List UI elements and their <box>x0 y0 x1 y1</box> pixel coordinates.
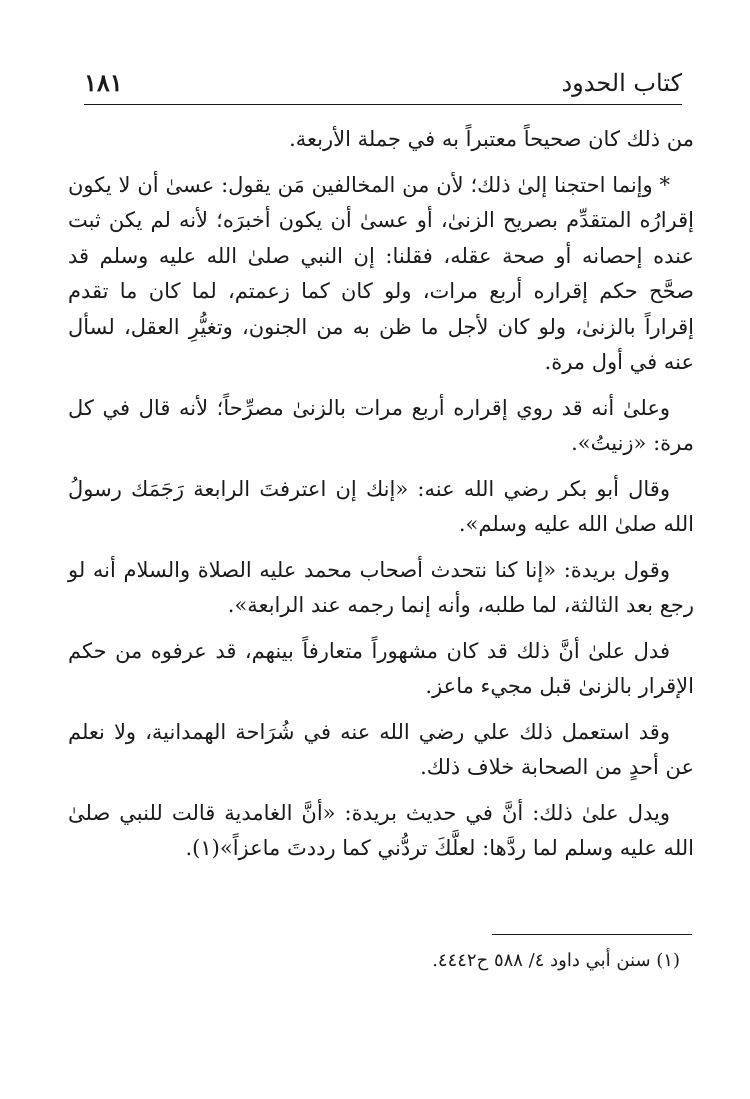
paragraph-3: وعلىٰ أنه قد روي إقراره أربع مرات بالزنىٰ مصرِّحاً؛ لأنه قال في كل مرة: «زنيتُ». <box>68 395 694 455</box>
footnote-rule <box>492 934 692 935</box>
paragraph-4: وقال أبو بكر رضي الله عنه: «إنك إن اعترفتَ الرابعة رَجَمَك رسولُ الله صلىٰ الله عليه وسلم». <box>68 476 694 536</box>
paragraph-2: * وإنما احتجنا إلىٰ ذلك؛ لأن من المخالفين مَن يقول: عسىٰ أن لا يكون إقرارُه المتقدِّم بصريح الزنىٰ، أو عسىٰ أن يكون أخبرَه؛ لأنه لم يكن ثبت عنده إحصانه أو صحة عقله، فقلنا: إن النبي صلىٰ الله عليه وسلم قد صحَّح حكم إقراره أربع مرات، ولو كان كما زعمتم، لما كان ما تقدم إقراراً بالزنىٰ، ولو كان لأجل ما ظن به من الجنون، وتغيُّرِ العقل، لسأل عنه في أول مرة. <box>68 172 694 374</box>
body-text <box>68 122 694 877</box>
running-title: كتاب الحدود <box>561 69 682 97</box>
paragraph-8: ويدل علىٰ ذلك: أنَّ في حديث بريدة: «أنَّ الغامدية قالت للنبي صلىٰ الله عليه وسلم لما ردَّها: لعلَّكَ تردُّني كما رددتَ ماعزاً»(١). <box>68 800 694 860</box>
paragraph-1: من ذلك كان صحيحاً معتبراً به في جملة الأربعة. <box>289 127 694 151</box>
footnote: (١) سنن أبي داود ٤/ ٥٨٨ ح٤٤٤٢. <box>432 950 680 971</box>
page-number: ١٨١ <box>84 68 123 97</box>
paragraph-7: وقد استعمل ذلك علي رضي الله عنه في شُرَاحة الهمدانية، ولا نعلم عن أحدٍ من الصحابة خلاف ذلك. <box>68 719 694 779</box>
paragraph-6: فدل علىٰ أنَّ ذلك قد كان مشهوراً متعارفاً بينهم، قد عرفوه من حكم الإقرار بالزنىٰ قبل مجيء ماعز. <box>68 638 694 698</box>
page-header <box>84 62 682 102</box>
header-rule <box>84 104 682 105</box>
paragraph-5: وقول بريدة: «إنا كنا نتحدث أصحاب محمد عليه الصلاة والسلام أنه لو رجع بعد الثالثة، لما طلبه، وأنه إنما رجمه عند الرابعة». <box>68 557 694 617</box>
